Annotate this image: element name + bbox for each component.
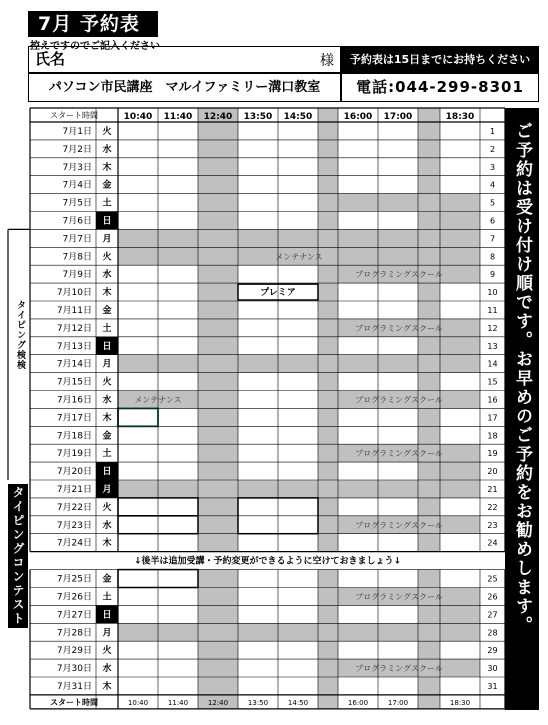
day-cell: 水	[102, 664, 112, 675]
time-header: 10:40	[123, 112, 153, 122]
row-number: 18	[487, 431, 498, 441]
gray-cell	[418, 623, 440, 641]
gray-cell	[338, 247, 378, 265]
date-cell: 7月18日	[56, 431, 92, 442]
footer-gray-cell	[318, 695, 338, 709]
gray-cell	[198, 659, 238, 677]
gray-cell	[318, 570, 338, 588]
gray-cell	[318, 641, 338, 659]
row-number: 25	[487, 574, 498, 584]
right-side-text: ご予約は受け付け順です。お早めのご予約をお勧めします。	[512, 122, 532, 635]
right-side-banner	[505, 108, 539, 710]
gray-cell	[158, 355, 198, 373]
date-cell: 7月17日	[56, 413, 92, 424]
gray-cell	[278, 229, 318, 247]
date-cell: 7月13日	[56, 341, 92, 352]
honorific-label: 様	[320, 53, 334, 69]
gray-cell	[198, 677, 238, 695]
row-number: 8	[489, 252, 496, 262]
row-number: 28	[487, 628, 498, 638]
gray-cell	[378, 194, 418, 212]
programming-label: プログラミングスクール	[355, 323, 443, 333]
gray-cell	[238, 355, 278, 373]
gray-cell	[440, 605, 480, 623]
day-cell: 水	[102, 520, 112, 531]
gray-cell	[418, 570, 440, 588]
footer-time: 10:40	[127, 698, 149, 707]
gray-cell	[440, 194, 480, 212]
gray-cell	[378, 355, 418, 373]
programming-label: プログラミングスクール	[355, 395, 443, 405]
gray-cell	[198, 641, 238, 659]
gray-cell	[318, 391, 338, 409]
day-cell: 日	[102, 216, 112, 227]
gray-cell	[198, 283, 238, 301]
row-number: 19	[487, 449, 498, 459]
day-cell: 火	[102, 377, 112, 388]
gray-cell	[118, 623, 158, 641]
row-number: 7	[489, 234, 496, 244]
gray-cell	[318, 140, 338, 158]
row-number: 30	[487, 664, 498, 674]
gray-cell	[318, 337, 338, 355]
gray-cell	[198, 229, 238, 247]
gray-cell	[318, 588, 338, 606]
name-field[interactable]: 氏名	[28, 46, 341, 73]
gray-cell	[158, 247, 198, 265]
day-cell: 日	[102, 610, 112, 621]
gray-cell	[418, 498, 440, 516]
footer-time: 17:00	[387, 698, 409, 707]
day-cell: 水	[102, 144, 112, 155]
gray-cell	[440, 516, 480, 534]
gray-cell	[198, 623, 238, 641]
gray-cell	[158, 623, 198, 641]
start-time-header: スタート時間	[50, 111, 98, 120]
row-number: 26	[487, 592, 498, 602]
footer-time: 13:50	[247, 698, 269, 707]
gray-cell	[440, 229, 480, 247]
date-cell: 7月29日	[56, 646, 92, 657]
programming-label: プログラミングスクール	[355, 592, 443, 602]
gray-cell	[418, 229, 440, 247]
gray-cell	[318, 194, 338, 212]
gray-cell	[418, 641, 440, 659]
gray-cell	[198, 337, 238, 355]
date-cell: 7月5日	[62, 198, 92, 209]
gray-cell	[118, 355, 158, 373]
day-cell: 水	[102, 270, 112, 281]
gray-cell	[158, 229, 198, 247]
date-cell: 7月8日	[62, 252, 92, 263]
gray-cell	[318, 677, 338, 695]
footer-time: 16:00	[347, 698, 369, 707]
time-header: 13:50	[243, 112, 273, 122]
header-gray-cell	[318, 108, 338, 122]
gray-cell	[440, 623, 480, 641]
gray-cell	[278, 355, 318, 373]
time-header: 16:00	[343, 112, 373, 122]
day-cell: 月	[102, 234, 112, 245]
gray-cell	[418, 337, 440, 355]
gray-cell	[198, 355, 238, 373]
day-cell: 木	[102, 162, 112, 173]
school-name: パソコン市民講座 マルイファミリー溝口教室	[28, 73, 341, 102]
gray-cell	[318, 408, 338, 426]
date-cell: 7月9日	[62, 270, 92, 281]
gray-cell	[418, 140, 440, 158]
gray-cell	[318, 516, 338, 534]
gray-cell	[440, 265, 480, 283]
gray-cell	[198, 140, 238, 158]
gray-cell	[238, 247, 278, 265]
row-number: 5	[489, 198, 496, 208]
gray-cell	[318, 444, 338, 462]
gray-cell	[198, 516, 238, 534]
day-cell: 火	[102, 252, 112, 263]
day-cell: 木	[102, 682, 112, 692]
date-cell: 7月15日	[56, 377, 92, 388]
gray-cell	[118, 229, 158, 247]
notice-row: ↓後半は追加受講・予約変更ができるように空けておきましょう↓	[133, 556, 402, 567]
gray-cell	[198, 301, 238, 319]
gray-cell	[318, 480, 338, 498]
day-cell: 金	[102, 431, 112, 442]
date-cell: 7月10日	[56, 288, 92, 299]
gray-cell	[318, 122, 338, 140]
gray-cell	[338, 194, 378, 212]
gray-cell	[198, 462, 238, 480]
date-cell: 7月21日	[56, 485, 92, 495]
row-number: 31	[487, 682, 498, 691]
programming-label: プログラミングスクール	[355, 449, 443, 459]
gray-cell	[378, 480, 418, 498]
footer-start-label: スタート時間	[50, 697, 98, 707]
gray-cell	[418, 247, 440, 265]
day-cell: 木	[102, 288, 112, 299]
gray-cell	[318, 158, 338, 176]
date-cell: 7月25日	[56, 574, 92, 585]
gray-cell	[198, 588, 238, 606]
day-cell: 日	[102, 341, 112, 352]
gray-cell	[418, 176, 440, 194]
day-cell: 日	[102, 467, 112, 478]
gray-cell	[318, 373, 338, 391]
gray-cell	[338, 480, 378, 498]
date-cell: 7月11日	[56, 306, 92, 316]
date-cell: 7月16日	[56, 395, 92, 406]
gray-cell	[198, 605, 238, 623]
date-cell: 7月12日	[56, 323, 92, 334]
date-cell: 7月14日	[56, 359, 92, 370]
page-title: 7月 予約表	[28, 11, 158, 37]
date-cell: 7月22日	[56, 502, 92, 513]
date-cell: 7月6日	[62, 216, 92, 227]
date-cell: 7月20日	[56, 467, 92, 478]
gray-cell	[418, 373, 440, 391]
header-gray-cell	[418, 108, 440, 122]
row-number: 22	[487, 502, 498, 512]
row-number: 2	[489, 144, 496, 154]
gray-cell	[278, 480, 318, 498]
gray-cell	[318, 659, 338, 677]
time-header: 17:00	[383, 112, 413, 122]
row-number: 20	[487, 467, 498, 477]
gray-cell	[318, 355, 338, 373]
gray-cell	[318, 176, 338, 194]
gray-cell	[418, 283, 440, 301]
fill-in-note: 控えですのでご記入ください	[30, 41, 160, 52]
row-number: 13	[487, 341, 498, 351]
day-cell: 土	[102, 592, 112, 603]
premier-label: プレミア	[260, 288, 296, 299]
row-number: 12	[487, 323, 498, 333]
gray-cell	[198, 158, 238, 176]
gray-cell	[338, 623, 378, 641]
gray-cell	[318, 426, 338, 444]
gray-cell	[198, 498, 238, 516]
day-cell: 土	[102, 323, 112, 334]
time-header: 14:50	[283, 112, 313, 122]
gray-cell	[440, 337, 480, 355]
row-number: 4	[489, 180, 496, 190]
date-cell: 7月23日	[56, 520, 92, 531]
gray-cell	[440, 212, 480, 230]
gray-cell	[198, 373, 238, 391]
gray-cell	[198, 534, 238, 552]
row-number: 1	[489, 127, 496, 136]
gray-cell	[198, 212, 238, 230]
gray-cell	[440, 462, 480, 480]
gray-cell	[418, 534, 440, 552]
gray-cell	[338, 229, 378, 247]
gray-cell	[418, 122, 440, 140]
gray-cell	[440, 355, 480, 373]
gray-cell	[418, 408, 440, 426]
date-cell: 7月28日	[56, 628, 92, 639]
gray-cell	[198, 194, 238, 212]
day-cell: 土	[102, 198, 112, 209]
gray-cell	[198, 408, 238, 426]
gray-cell	[418, 605, 440, 623]
gray-cell	[378, 229, 418, 247]
day-cell: 水	[102, 395, 112, 406]
date-cell: 7月3日	[62, 162, 92, 173]
gray-cell	[418, 194, 440, 212]
programming-label: プログラミングスクール	[355, 664, 443, 674]
day-cell: 火	[102, 127, 112, 137]
gray-cell	[318, 283, 338, 301]
row-number: 3	[489, 162, 496, 172]
row-number: 27	[487, 610, 498, 620]
row-number: 29	[487, 646, 498, 656]
footer-time: 11:40	[167, 698, 189, 707]
row-number: 21	[487, 485, 498, 494]
day-cell: 火	[102, 502, 112, 513]
gray-cell	[418, 677, 440, 695]
date-cell: 7月30日	[56, 664, 92, 675]
date-cell: 7月26日	[56, 592, 92, 603]
gray-cell	[198, 391, 238, 409]
footer-time: 12:40	[207, 698, 229, 707]
date-cell: 7月1日	[62, 127, 92, 137]
gray-cell	[440, 480, 480, 498]
footer-time: 18:30	[449, 698, 471, 707]
gray-cell	[318, 534, 338, 552]
row-number: 11	[487, 306, 498, 315]
footer-time: 14:50	[287, 698, 309, 707]
gray-cell	[318, 265, 338, 283]
gray-cell	[278, 623, 318, 641]
time-header: 12:40	[203, 112, 233, 122]
gray-cell	[418, 480, 440, 498]
row-number: 14	[487, 359, 498, 369]
gray-cell	[418, 355, 440, 373]
gray-cell	[440, 247, 480, 265]
day-cell: 金	[102, 306, 112, 316]
gray-cell	[318, 623, 338, 641]
day-cell: 土	[102, 449, 112, 460]
date-cell: 7月4日	[62, 180, 92, 191]
day-cell: 金	[102, 574, 112, 585]
date-cell: 7月31日	[56, 682, 92, 692]
gray-cell	[418, 301, 440, 319]
day-cell: 火	[102, 646, 112, 657]
row-number: 9	[489, 270, 496, 280]
time-header: 18:30	[445, 112, 475, 122]
typing-contest-label: タイピングコンテスト	[8, 484, 28, 628]
gray-cell	[198, 570, 238, 588]
day-cell: 月	[102, 628, 112, 639]
gray-cell	[440, 319, 480, 337]
row-number: 16	[487, 395, 498, 405]
date-cell: 7月24日	[56, 538, 92, 549]
gray-cell	[198, 319, 238, 337]
gray-cell	[118, 247, 158, 265]
phone-number: 電話:044-299-8301	[341, 73, 539, 102]
gray-cell	[378, 623, 418, 641]
date-cell: 7月7日	[62, 234, 92, 245]
row-number: 24	[487, 538, 498, 548]
gray-cell	[318, 301, 338, 319]
gray-cell	[338, 355, 378, 373]
row-number: 15	[487, 377, 498, 387]
selected-cell[interactable]	[118, 408, 158, 426]
gray-cell	[440, 659, 480, 677]
row-number: 17	[487, 413, 498, 423]
row-number: 23	[487, 520, 498, 530]
day-cell: 月	[102, 485, 112, 495]
gray-cell	[440, 444, 480, 462]
maintenance-label: メンテナンス	[275, 252, 323, 262]
gray-cell	[418, 212, 440, 230]
gray-cell	[158, 480, 198, 498]
gray-cell	[198, 480, 238, 498]
gray-cell	[318, 212, 338, 230]
footer-gray-cell	[418, 695, 440, 709]
maintenance-label: メンテナンス	[134, 395, 182, 405]
gray-cell	[238, 623, 278, 641]
gray-cell	[118, 480, 158, 498]
gray-cell	[318, 498, 338, 516]
gray-cell	[198, 444, 238, 462]
date-cell: 7月2日	[62, 144, 92, 155]
gray-cell	[440, 391, 480, 409]
gray-cell	[238, 229, 278, 247]
day-cell: 木	[102, 413, 112, 424]
gray-cell	[198, 247, 238, 265]
gray-cell	[198, 122, 238, 140]
gray-cell	[318, 605, 338, 623]
gray-cell	[318, 319, 338, 337]
gray-cell	[198, 176, 238, 194]
day-cell: 月	[102, 359, 112, 370]
day-cell: 金	[102, 180, 112, 191]
gray-cell	[418, 462, 440, 480]
gray-cell	[378, 247, 418, 265]
gray-cell	[418, 158, 440, 176]
gray-cell	[198, 265, 238, 283]
programming-label: プログラミングスクール	[355, 520, 443, 530]
programming-label: プログラミングスクール	[355, 270, 443, 280]
gray-cell	[418, 426, 440, 444]
row-number: 10	[487, 288, 498, 298]
gray-cell	[318, 229, 338, 247]
gray-cell	[198, 426, 238, 444]
gray-cell	[238, 480, 278, 498]
date-cell: 7月27日	[56, 610, 92, 621]
deadline-banner: 予約表は15日までにお持ちください	[341, 46, 539, 73]
day-cell: 木	[102, 538, 112, 549]
gray-cell	[440, 588, 480, 606]
time-header: 11:40	[163, 112, 193, 122]
date-cell: 7月19日	[56, 449, 92, 460]
gray-cell	[318, 462, 338, 480]
typing-exam-label: タイピング検検	[15, 300, 25, 370]
row-number: 6	[489, 216, 496, 226]
